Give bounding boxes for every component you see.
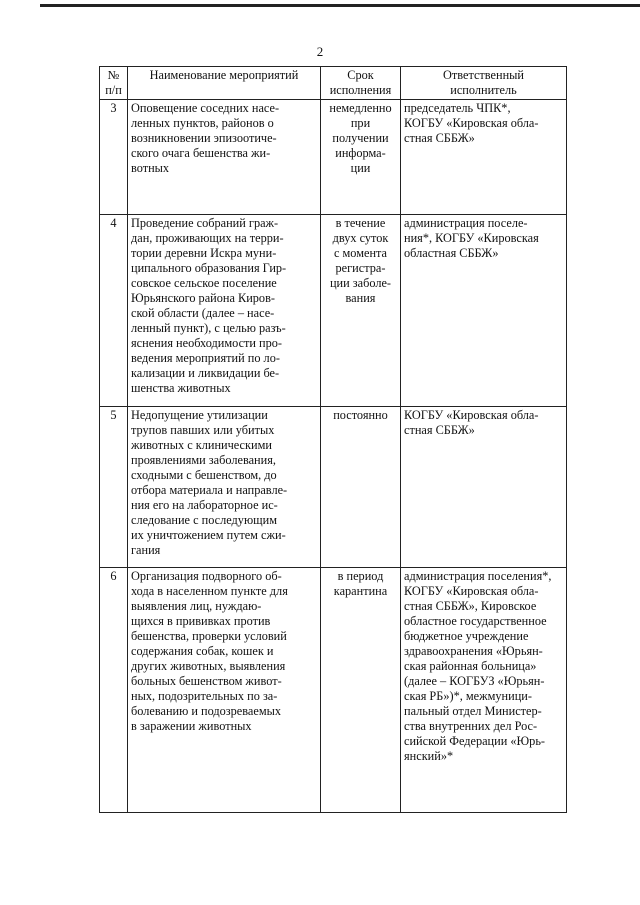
responsible: председатель ЧПК*, КОГБУ «Кировская обла- стная СББЖ»: [401, 100, 567, 215]
table-row: [100, 568, 567, 813]
table-header-row: [100, 67, 567, 100]
activity-name: Проведение собраний граж- дан, проживающих на терри- тории деревни Искра муни- ципального образования Гир- совское сельское поселение Юрьянского района Киров- ской области (далее – насе- ленный пункт), с целью разъ- яснения необходимости про- ведения мероприятий по ло- кализации и ликвидации бе- шенства животных: [128, 215, 321, 407]
deadline: постоянно: [321, 407, 401, 568]
header-number: № п/п: [100, 67, 128, 100]
responsible: КОГБУ «Кировская обла- стная СББЖ»: [401, 407, 567, 568]
deadline: в течение двух суток с момента регистра- ции заболе- вания: [321, 215, 401, 407]
activity-name: Недопущение утилизации трупов павших или убитых животных с клиническими проявлениями заболевания, сходными с бешенством, до отбора материала и направле- ния его на лабораторное ис- следование с последующим их уничтожением путем сжи- гания: [128, 407, 321, 568]
deadline: немедленно при получении информа- ции: [321, 100, 401, 215]
row-number: 4: [100, 215, 128, 407]
row-number: 6: [100, 568, 128, 813]
header-responsible: Ответственный исполнитель: [401, 67, 567, 100]
measures-table: [99, 66, 567, 813]
deadline: в период карантина: [321, 568, 401, 813]
top-border-line: [40, 4, 640, 7]
page-number: 2: [316, 44, 324, 59]
row-number: 5: [100, 407, 128, 568]
header-activity-name: Наименование мероприятий: [128, 67, 321, 100]
table-row: [100, 407, 567, 568]
table-row: [100, 215, 567, 407]
activity-name: Организация подворного об- хода в населенном пункте для выявления лиц, нуждаю- щихся в прививках против бешенства, проверки условий содержания собак, кошек и других животных, выявления больных бешенством живот- ных, подозрительных по за- болеванию и подозреваемых в заражении животных: [128, 568, 321, 813]
responsible: администрация поселе- ния*, КОГБУ «Кировская областная СББЖ»: [401, 215, 567, 407]
header-deadline: Срок исполнения: [321, 67, 401, 100]
row-number: 3: [100, 100, 128, 215]
table-row: [100, 100, 567, 215]
responsible: администрация поселения*, КОГБУ «Кировская обла- стная СББЖ», Кировское областное государственное бюджетное учреждение здравоохранения «Юрьян- ская районная больница» (далее – КОГБУЗ «Юрьян- ская РБ»)*, межмуници- пальный отдел Министер- ства внутренних дел Рос- сийской Федерации «Юрь- янский»*: [401, 568, 567, 813]
activity-name: Оповещение соседних насе- ленных пунктов, районов о возникновении эпизоотиче- ского очага бешенства жи- вотных: [128, 100, 321, 215]
